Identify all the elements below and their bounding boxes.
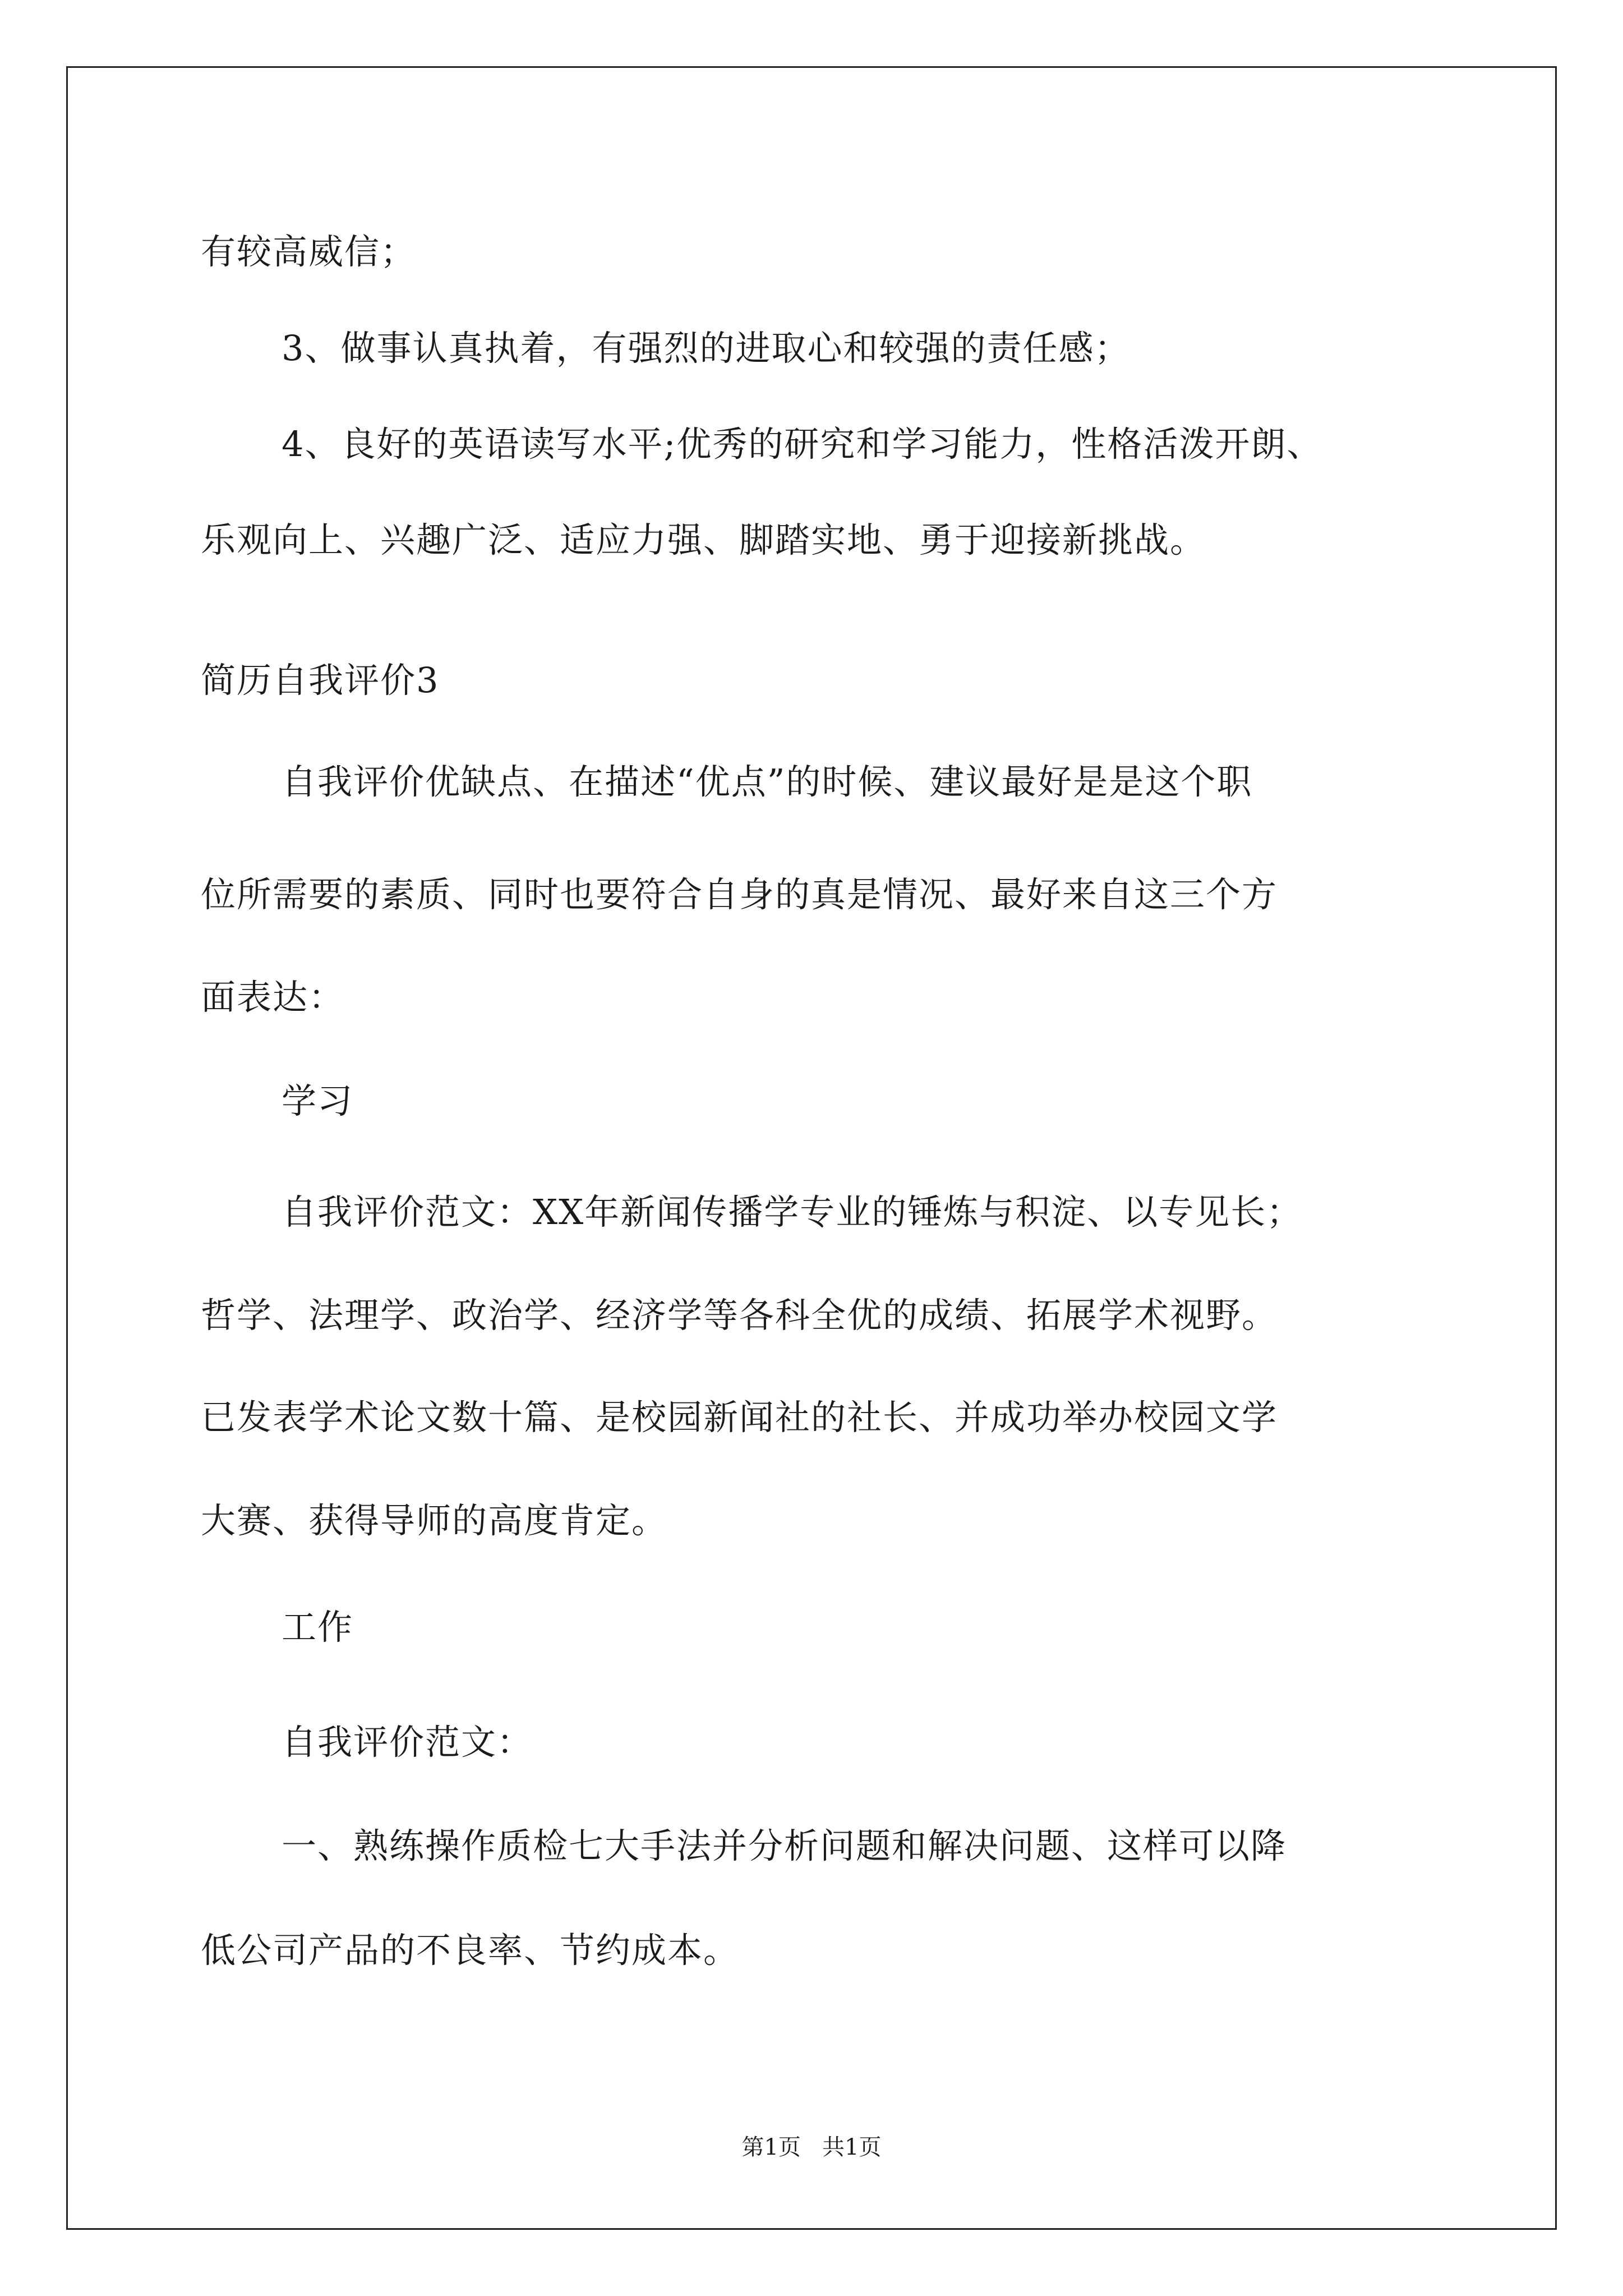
text-line: 乐观向上、兴趣广泛、适应力强、脚踏实地、勇于迎接新挑战。 [201, 519, 1206, 560]
text-line: 4、良好的英语读写水平;优秀的研究和学习能力，性格活泼开朗、 [282, 424, 1323, 464]
text-line: 3、做事认真执着，有强烈的进取心和较强的责任感； [282, 328, 1131, 369]
text-line: 一、熟练操作质检七大手法并分析问题和解决问题、这样可以降 [282, 1825, 1287, 1866]
text-line: 哲学、法理学、政治学、经济学等各科全优的成绩、拓展学术视野。 [201, 1295, 1278, 1336]
text-line: 自我评价优缺点、在描述“优点”的时候、建议最好是是这个职 [282, 761, 1253, 802]
text-line: 低公司产品的不良率、节约成本。 [201, 1930, 740, 1971]
page-border [66, 66, 1557, 2230]
text-line: 位所需要的素质、同时也要符合自身的真是情况、最好来自这三个方 [201, 874, 1278, 915]
text-line: 已发表学术论文数十篇、是校园新闻社的社长、并成功举办校园文学 [201, 1397, 1278, 1438]
subheading: 工作 [282, 1607, 354, 1648]
text-line: 自我评价范文：XX年新闻传播学专业的锤炼与积淀、以专见长； [282, 1191, 1303, 1232]
subheading: 学习 [282, 1080, 354, 1121]
text-line: 自我评价范文： [282, 1722, 533, 1763]
section-heading: 简历自我评价3 [201, 660, 440, 701]
text-line: 有较高威信； [201, 231, 417, 272]
text-line: 大赛、获得导师的高度肯定。 [201, 1500, 668, 1541]
page-number-footer: 第1页 共1页 [741, 2134, 882, 2160]
text-line: 面表达： [201, 977, 345, 1018]
